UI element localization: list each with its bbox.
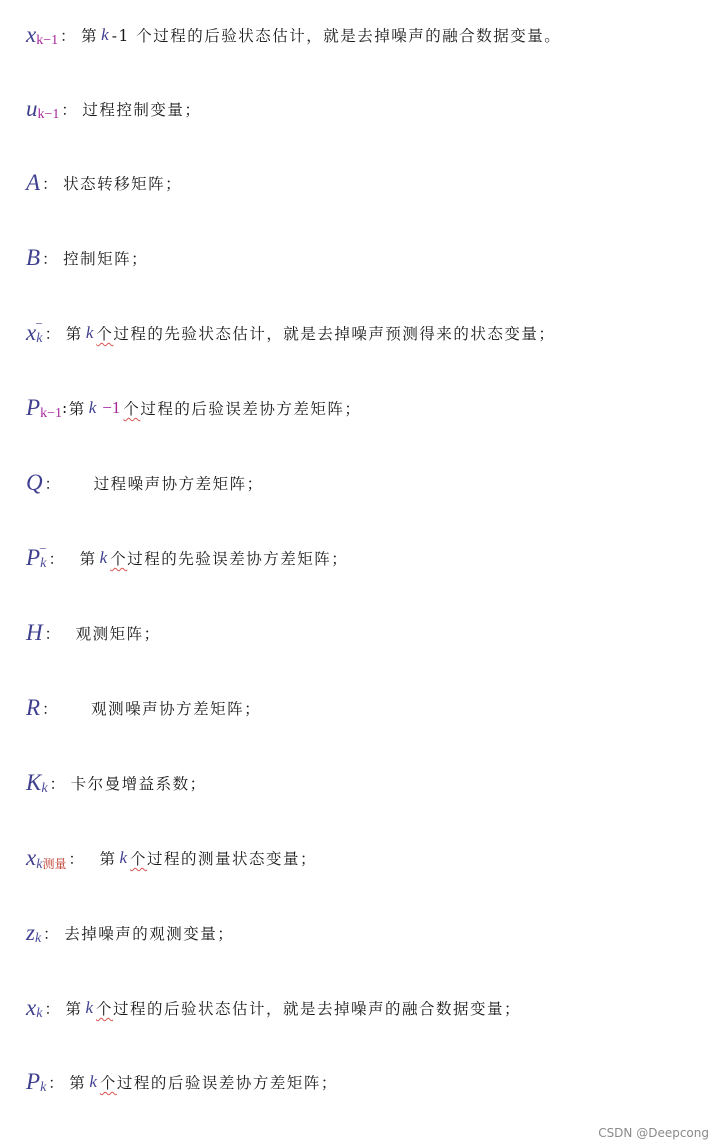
symbol: B bbox=[26, 245, 41, 270]
colon: ： bbox=[42, 699, 58, 718]
symbol: x bbox=[26, 22, 37, 47]
colon: ： bbox=[42, 174, 58, 193]
definition-row bbox=[26, 168, 706, 198]
description: 过程的先验状态估计，就是去掉噪声预测得来的状态变量； bbox=[113, 325, 556, 343]
watermark: CSDN @Deepcong bbox=[598, 1126, 709, 1140]
subscript: k bbox=[34, 931, 42, 946]
definition-row bbox=[26, 468, 706, 498]
description: 过程噪声协方差矩阵； bbox=[93, 475, 264, 493]
subscript: k−1 bbox=[40, 406, 62, 421]
symbol: u bbox=[26, 96, 38, 121]
symbol: z bbox=[26, 920, 35, 945]
colon: ： bbox=[48, 1073, 64, 1092]
superscript: − bbox=[39, 541, 47, 556]
description: 观测噪声协方差矩阵； bbox=[91, 700, 262, 718]
definition-row bbox=[26, 993, 706, 1023]
definition-row bbox=[26, 243, 706, 273]
subscript: k bbox=[40, 1080, 47, 1095]
colon: ： bbox=[43, 924, 59, 943]
inline-k: k bbox=[101, 25, 109, 44]
colon: : bbox=[61, 399, 69, 417]
definition-row bbox=[26, 843, 706, 873]
subscript: k bbox=[41, 781, 48, 796]
spellcheck-underlined-text: 个 bbox=[130, 850, 148, 868]
definition-row bbox=[26, 393, 706, 423]
symbol: x bbox=[26, 845, 37, 870]
description: 过程的后验误差协方差矩阵； bbox=[116, 1074, 338, 1092]
inline-k: k bbox=[85, 998, 94, 1017]
colon: ： bbox=[49, 774, 65, 793]
definition-row bbox=[26, 1067, 706, 1097]
symbol: H bbox=[26, 620, 43, 645]
symbol: x bbox=[26, 995, 37, 1020]
definition-row bbox=[26, 20, 706, 50]
prefix-text: 第 bbox=[65, 325, 83, 343]
definition-row bbox=[26, 318, 706, 348]
colon: ： bbox=[61, 100, 77, 119]
subscript: k−1 bbox=[37, 107, 60, 122]
definition-row bbox=[26, 94, 706, 124]
inline-k-offset: −1 bbox=[102, 398, 121, 417]
description: 状态转移矩阵； bbox=[63, 175, 183, 193]
definition-row bbox=[26, 543, 706, 573]
inline-k: k bbox=[88, 398, 97, 417]
description: 过程的后验误差协方差矩阵； bbox=[140, 400, 362, 418]
description: 过程的后验状态估计，就是去掉噪声的融合数据变量； bbox=[113, 1000, 522, 1018]
symbol: R bbox=[26, 695, 41, 720]
symbol: A bbox=[26, 170, 41, 195]
symbol: P bbox=[26, 545, 41, 570]
inline-k: k bbox=[89, 1072, 97, 1091]
prefix-text: 第 bbox=[81, 27, 99, 45]
description: 控制矩阵； bbox=[63, 250, 149, 268]
description: 过程的先验误差协方差矩阵； bbox=[127, 550, 349, 568]
subscript: k bbox=[36, 331, 43, 346]
spellcheck-underlined-text: 个 bbox=[96, 325, 114, 343]
subscript: k−1 bbox=[36, 33, 59, 48]
description: 过程的测量状态变量； bbox=[147, 850, 318, 868]
colon: ： bbox=[68, 849, 84, 868]
definition-row bbox=[26, 618, 706, 648]
prefix-text: 第 bbox=[99, 850, 117, 868]
inline-k: k bbox=[99, 548, 108, 567]
spellcheck-underlined-text: 个 bbox=[110, 550, 128, 568]
colon: ： bbox=[42, 249, 58, 268]
definition-row bbox=[26, 693, 706, 723]
symbol: Q bbox=[26, 470, 43, 495]
spellcheck-underlined-text: 个 bbox=[99, 1074, 117, 1092]
description: 过程控制变量； bbox=[82, 101, 202, 119]
symbol: P bbox=[26, 395, 41, 420]
prefix-text: 第 bbox=[65, 1000, 83, 1018]
colon: ： bbox=[44, 474, 60, 493]
spellcheck-underlined-text: 个 bbox=[123, 400, 141, 418]
colon: ： bbox=[44, 999, 60, 1018]
colon: ： bbox=[48, 549, 64, 568]
spellcheck-underlined-text: 个 bbox=[96, 1000, 114, 1018]
inline-k: k bbox=[85, 323, 94, 342]
prefix-text: 第 bbox=[79, 550, 97, 568]
subscript: k bbox=[40, 556, 47, 571]
inline-k: k bbox=[119, 848, 128, 867]
symbol: P bbox=[26, 1069, 41, 1094]
prefix-text: 第 bbox=[68, 400, 86, 418]
definition-row bbox=[26, 768, 706, 798]
description: 去掉噪声的观测变量； bbox=[64, 925, 235, 943]
prefix-text: 第 bbox=[69, 1074, 87, 1092]
subscript: k bbox=[36, 1006, 43, 1021]
subscript-label: 测量 bbox=[42, 857, 67, 871]
subscript: k bbox=[36, 857, 43, 872]
colon: ： bbox=[44, 624, 60, 643]
symbol: K bbox=[26, 770, 42, 795]
superscript: − bbox=[35, 316, 43, 331]
symbol: x bbox=[26, 320, 37, 345]
colon: ： bbox=[60, 26, 76, 45]
colon: ： bbox=[44, 324, 60, 343]
description: -1 个过程的后验状态估计，就是去掉噪声的融合数据变量。 bbox=[111, 27, 562, 45]
description: 卡尔曼增益系数； bbox=[70, 775, 207, 793]
definition-row bbox=[26, 918, 706, 948]
description: 观测矩阵； bbox=[75, 625, 161, 643]
